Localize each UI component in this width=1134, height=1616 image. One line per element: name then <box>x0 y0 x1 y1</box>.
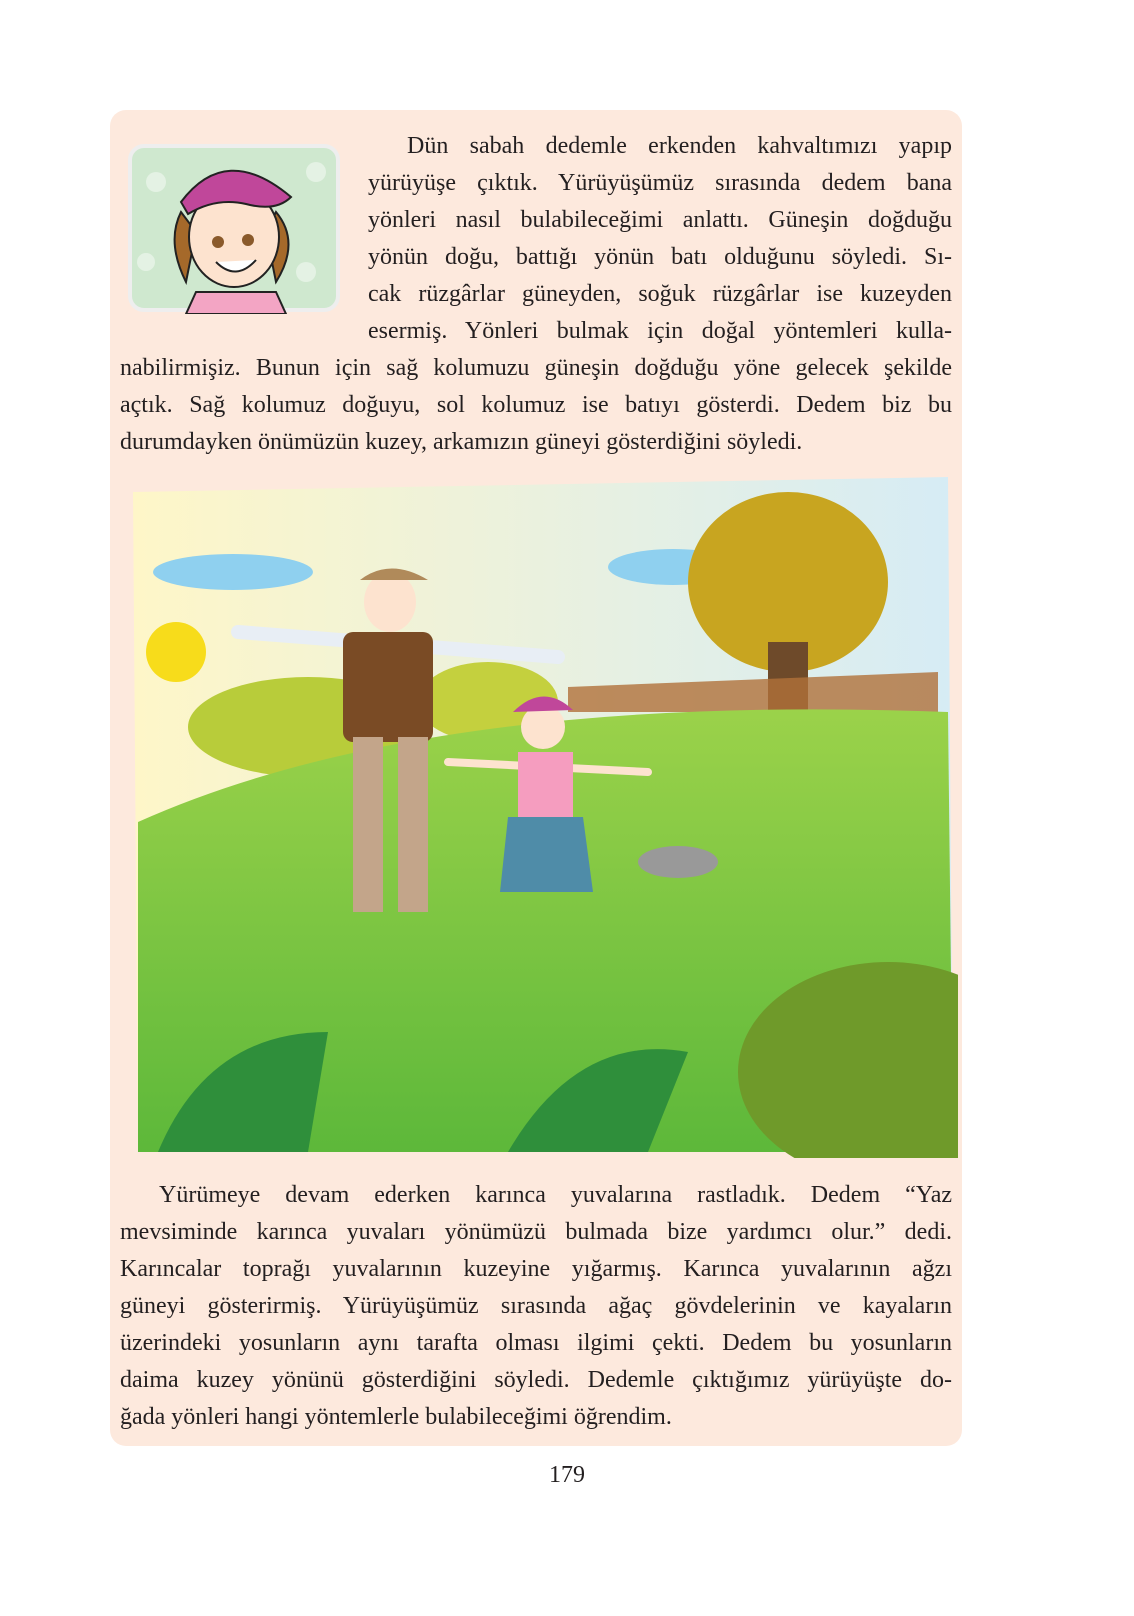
text-line: Karıncalar toprağı yuvalarının kuzeyine yığarmış. Karınca yuvalarının ağzı <box>120 1256 952 1282</box>
text-line: daima kuzey yönünü gösterdiğini söyledi. Dedemle çıktığımız yürüyüşte do- <box>120 1367 952 1393</box>
text-line: Yürümeye devam ederken karınca yuvalarına rastladık. Dedem “Yaz <box>159 1182 952 1208</box>
text-line: Dün sabah dedemle erkenden kahvaltımızı yapıp <box>407 133 952 159</box>
text-line: yürüyüşe çıktık. Yürüyüşümüz sırasında dedem bana <box>368 170 952 196</box>
girl-avatar-illustration <box>126 142 342 314</box>
page-number: 179 <box>549 1462 585 1488</box>
text-line: durumdayken önümüzün kuzey, arkamızın güneyi gösterdiğini söyledi. <box>120 429 803 455</box>
text-line: yönleri nasıl bulabileceğimi anlattı. Güneşin doğduğu <box>368 207 952 233</box>
text-line: mevsiminde karınca yuvaları yönümüzü bulmada bize yardımcı olur.” dedi. <box>120 1219 952 1245</box>
text-line: üzerindeki yosunların aynı tarafta olması ilgimi çekti. Dedem bu yosunların <box>120 1330 952 1356</box>
text-line: esermiş. Yönleri bulmak için doğal yöntemleri kulla- <box>368 318 952 344</box>
text-line: cak rüzgârlar güneyden, soğuk rüzgârlar ise kuzeyden <box>368 281 952 307</box>
grandfather-and-girl-illustration <box>128 472 958 1158</box>
text-line: ğada yönleri hangi yöntemlerle bulabileceğimi öğrendim. <box>120 1404 672 1430</box>
text-line: nabilirmişiz. Bunun için sağ kolumuzu güneşin doğduğu yöne gelecek şekilde <box>120 355 952 381</box>
text-line: güneyi gösterirmiş. Yürüyüşümüz sırasında ağaç gövdelerinin ve kayaların <box>120 1293 952 1319</box>
sun-icon <box>146 622 206 682</box>
text-line: açtık. Sağ kolumuz doğuyu, sol kolumuz ise batıyı gösterdi. Dedem biz bu <box>120 392 952 418</box>
text-line: yönün doğu, battığı yönün batı olduğunu söyledi. Sı- <box>368 244 952 270</box>
